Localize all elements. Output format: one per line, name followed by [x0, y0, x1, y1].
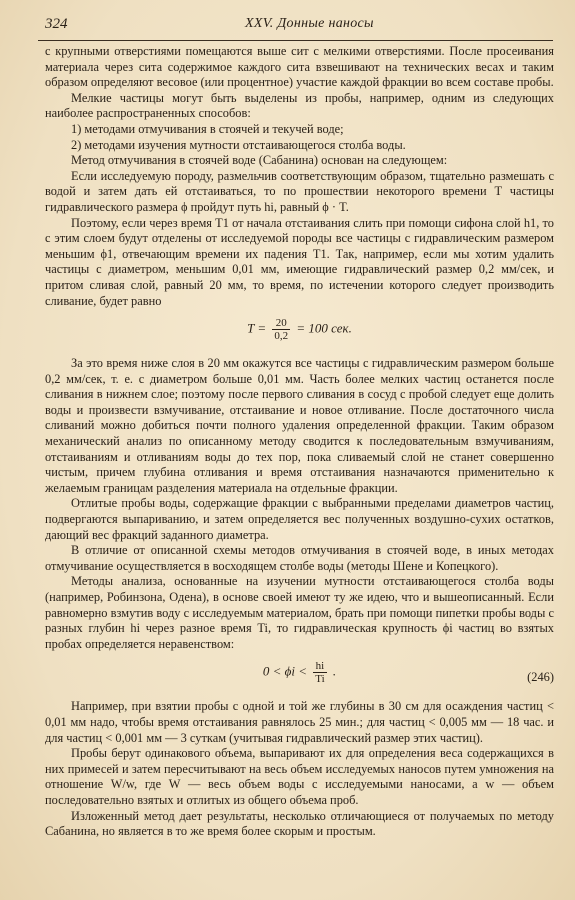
page-header [45, 16, 555, 38]
formula-inequality [45, 660, 554, 685]
formula-rhs: . [332, 663, 337, 679]
fraction-denominator: 0,2 [274, 330, 289, 343]
paragraph: Методы анализа, основанные на изучении мутности отстаивающегося столба воды (например, Робинзона, Одена), в основе своей имеют ту же идею, что и вышеописанный. Если равномерно взмутив воду с исследуемым материалом, брать при помощи пипетки пробы воды с разных глубин hi через разное время Ti, то гидравлическая крупность ϕi частиц во взятых пробах определяется неравенством: [45, 574, 554, 651]
paragraph: В отличие от описанной схемы методов отмучивания в стоячей воде, в иных методах отмучивание осуществляется в восходящем столбе воды (методы Шене и Копецкого). [45, 543, 554, 573]
page-number: 324 [45, 16, 68, 32]
paragraph: Отлитые пробы воды, содержащие фракции с выбранными пределами диаметров частиц, подвергаются выпариванию, и затем определяется вес полученных воздушно-сухих остатков, дающий вес фракций заданного диаметра. [45, 496, 554, 542]
running-head: XXV. Донные наносы [245, 16, 374, 31]
fraction [272, 317, 290, 342]
formula-rhs: = 100 сек. [296, 320, 352, 336]
formula-time [45, 317, 554, 342]
equation-number: (246) [527, 670, 554, 685]
list-item: 2) методами изучения мутности отстаивающегося столба воды. [71, 137, 406, 152]
paragraph: с крупными отверстиями помещаются выше сит с мелкими отверстиями. После просеивания материала через сита содержимое каждого сита взвешивают на технических весах и таким образом определяют весовое (или процентное) участие каждой фракции во всем составе пробы. [45, 44, 554, 90]
formula-lhs: 0 < ϕi < [262, 663, 307, 679]
paragraph: Поэтому, если через время T1 от начала отстаивания слить при помощи сифона слой h1, то с этим слоем будут отделены от исследуемой породы все частицы с гидравлическим размером меньшим ϕ1, отвечающим времени их падения T1. Так, например, если мы хотим удалить частицы с диаметром, меньшим 0,01 мм, имеющие гидравлический размер 0,2 мм/сек, и притом сливая слой, равный 20 мм, то время, по истечении которого следует производить сливание, будет равно [45, 215, 554, 308]
paragraph: Например, при взятии пробы с одной и той же глубины в 30 см для осаждения частиц < 0,01 мм надо, чтобы время отстаивания равнялось 25 мин.; для частиц < 0,005 мм — 18 час. и для частиц < 0,001 мм — 3 суткам (учитывая гидравлический размер этих частиц). [45, 699, 554, 745]
formula-lhs: T = [247, 320, 267, 336]
page-body [45, 44, 554, 840]
fraction-numerator: hi [313, 660, 326, 673]
list-item: 1) методами отмучивания в стоячей и текучей воде; [71, 121, 344, 136]
paragraph: Пробы берут одинакового объема, выпаривают их для определения веса содержащихся в них примесей и затем пересчитывают на весь объем исследуемых наносов путем умножения на отношение W/w, где W — весь объем воды с исследуемыми наносами, а w — объем последовательно взятых и отлитых из общего объема проб. [45, 746, 554, 807]
fraction-denominator: Ti [315, 673, 325, 686]
paragraph: Мелкие частицы могут быть выделены из пробы, например, одним из следующих наиболее распространенных способов: [45, 90, 554, 121]
fraction-numerator: 20 [272, 317, 290, 330]
paragraph: За это время ниже слоя в 20 мм окажутся все частицы с гидравлическим размером больше 0,2 мм/сек, т. е. с диаметром больше 0,01 мм. Часть более мелких частиц останется после сливания в нижнем слое; поэтому после первого сливания в сосуд с пробой следует еще долить воды и произвести взмучивание, отстаивание и новое отливание. После достаточного числа сливаний можно добиться почти полного удаления определенной фракции. Таким образом механический анализ по описанному методу сводится к последовательным взмучиваниям, отстаиваниям и отливаниям воды до тех пор, пока сливаемый слой не станет совершенно чистым, причем глубина отливания и время отстаивания назначаются применительно к желаемым границам разделения материала на отдельные фракции. [45, 356, 554, 495]
paragraph: Если исследуемую породу, размельчив соответствующим образом, тщательно размешать с водой и затем дать ей отстаиваться, то по прошествии некоторого времени T частицы гидравлического размера ϕ пройдут путь hi, равный ϕ · T. [45, 168, 554, 214]
paragraph: Метод отмучивания в стоячей воде (Сабанина) основан на следующем: [71, 153, 448, 168]
paragraph: Изложенный метод дает результаты, несколько отличающиеся от получаемых по методу Сабанина, но является в то же время более скорым и простым. [45, 808, 554, 839]
fraction [313, 660, 326, 685]
header-rule [38, 40, 553, 41]
